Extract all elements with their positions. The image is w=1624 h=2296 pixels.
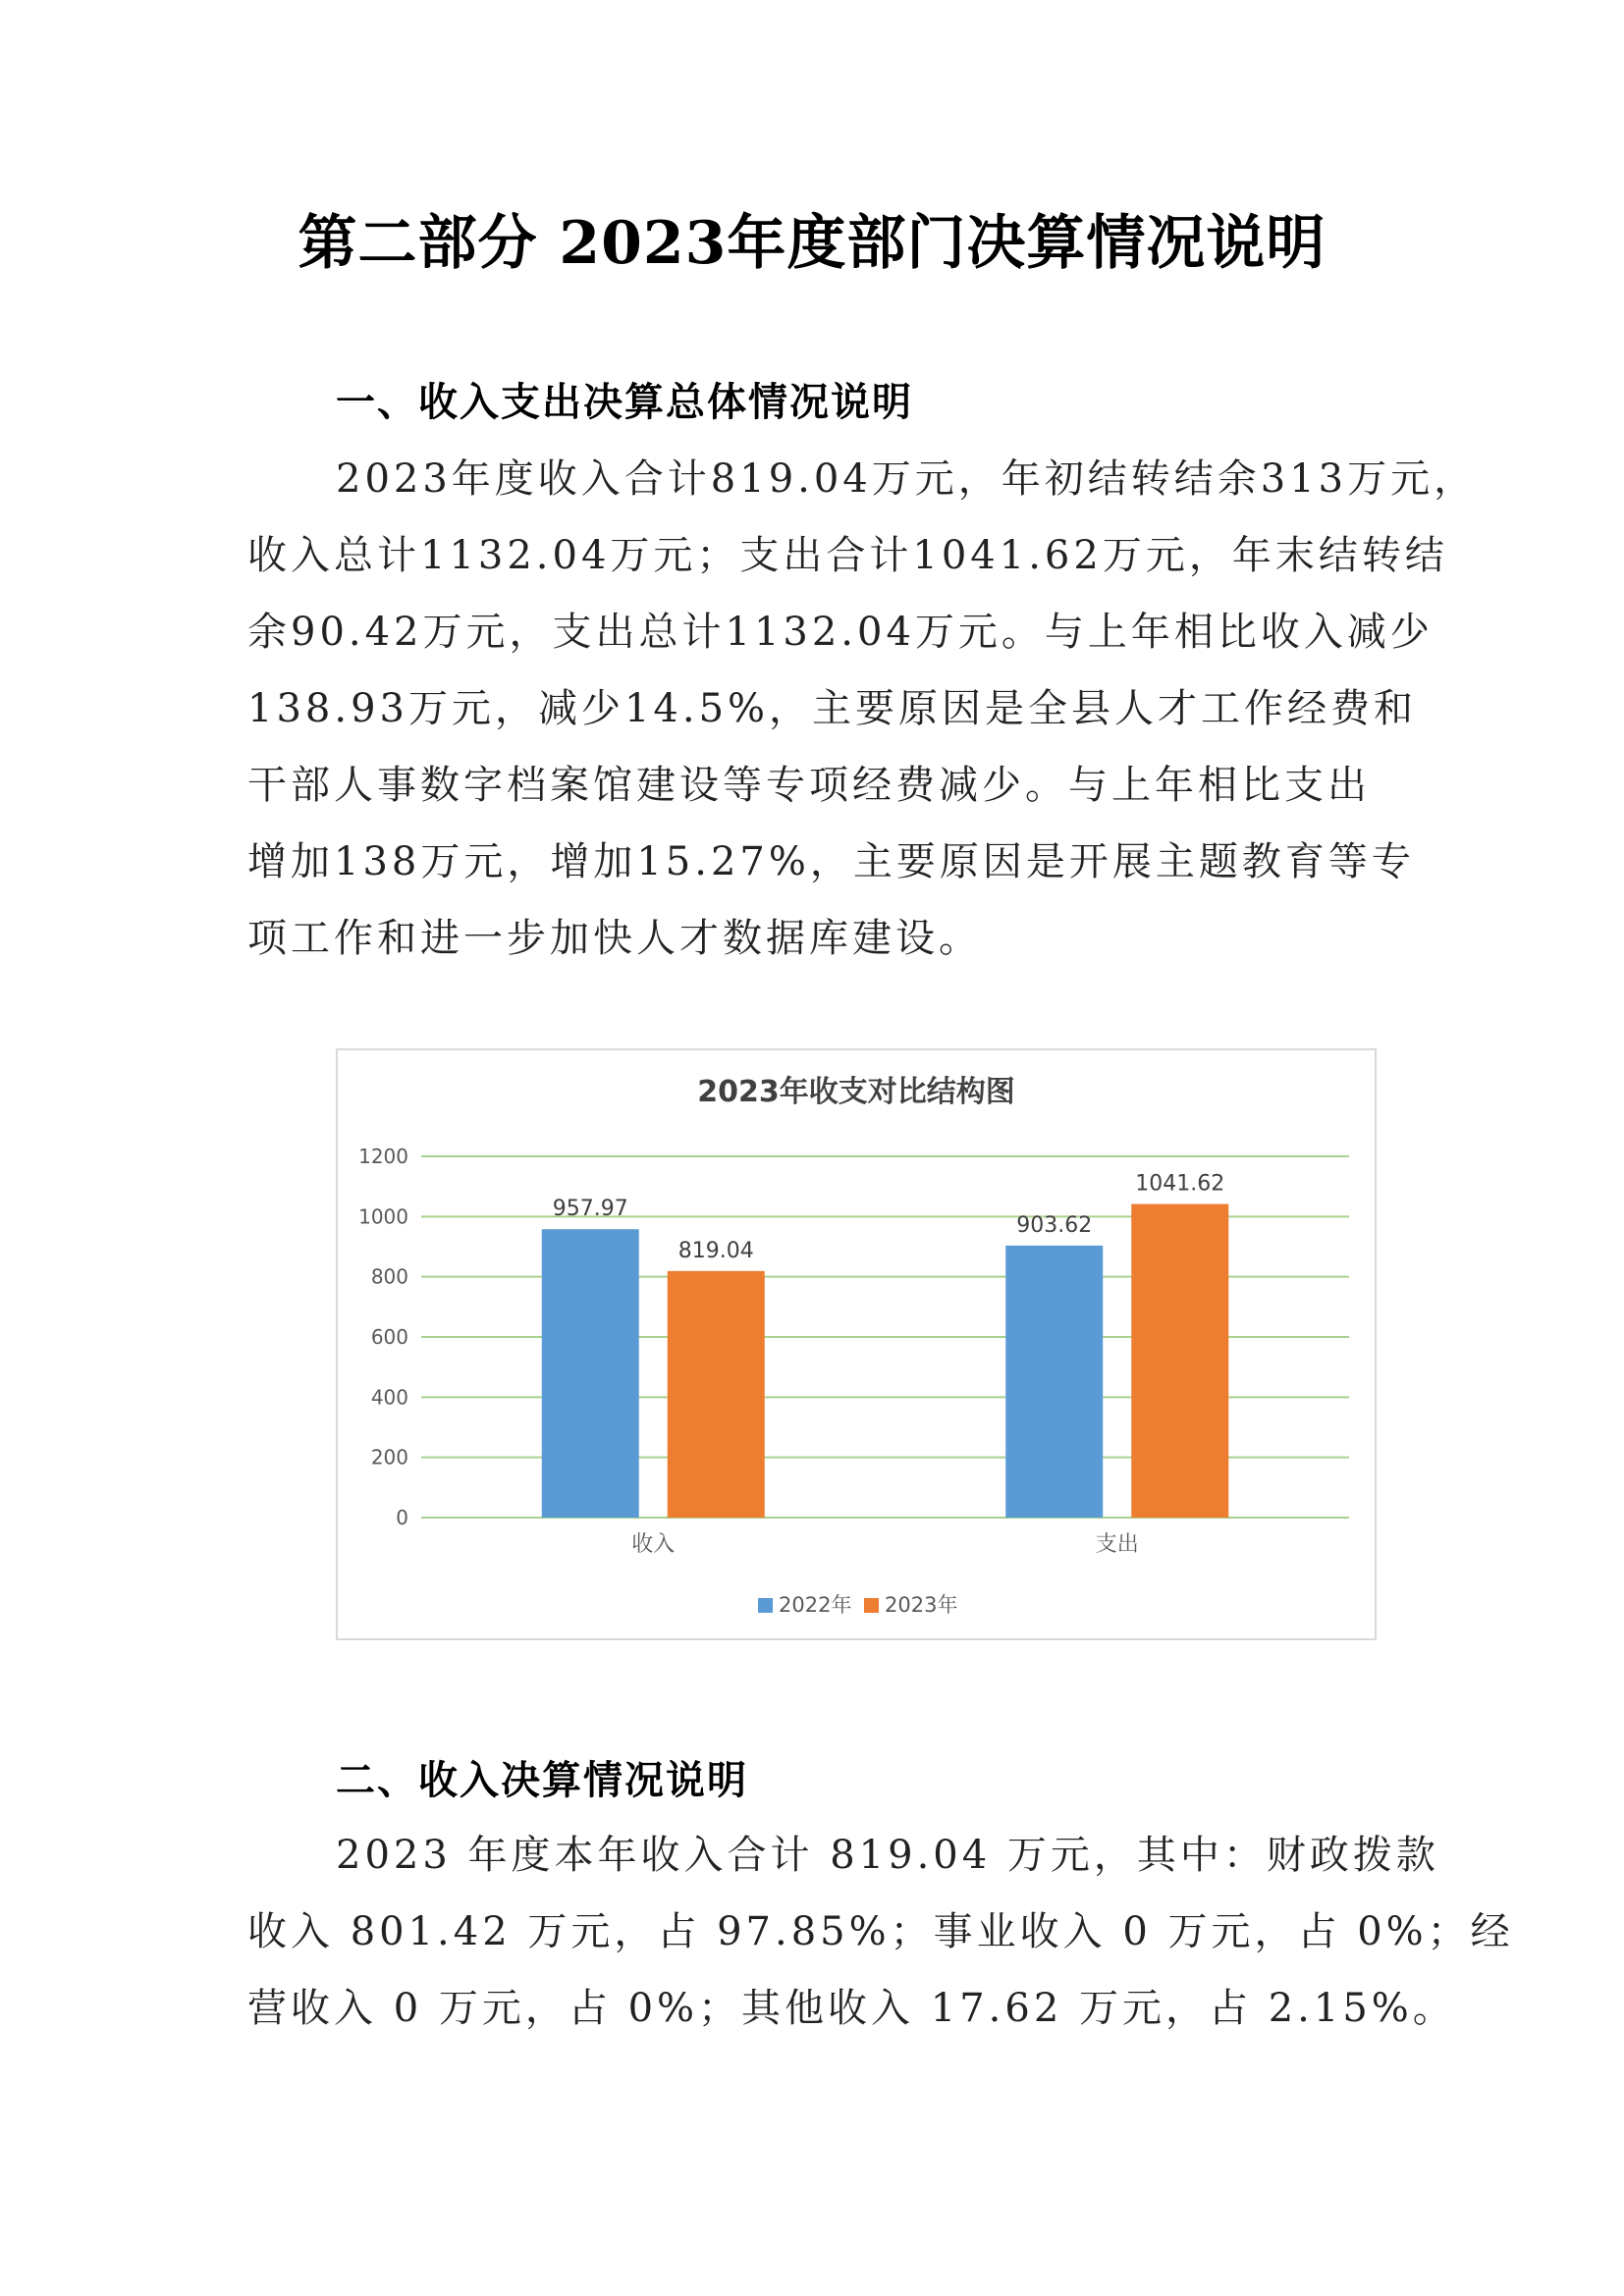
paragraph-line: 2023年度收入合计819.04万元，年初结转结余313万元， (336, 456, 1478, 502)
section-heading-overall: 一、收入支出决算总体情况说明 (336, 380, 913, 425)
legend-swatch (864, 1598, 879, 1613)
income-expense-chart (338, 1050, 1375, 1638)
x-category-label: 支出 (1095, 1532, 1139, 1557)
paragraph-income (247, 1817, 1514, 2047)
data-label: 819.04 (677, 1238, 754, 1263)
legend-swatch (758, 1598, 773, 1613)
legend-label: 2023年 (885, 1593, 958, 1617)
bar (542, 1229, 639, 1518)
paragraph-line: 138.93万元，减少14.5%，主要原因是全县人才工作经费和 (247, 686, 1418, 731)
paragraph-overall (247, 441, 1478, 977)
paragraph-line: 余90.42万元，支出总计1132.04万元。与上年相比收入减少 (247, 610, 1434, 655)
paragraph-line: 增加138万元，增加15.27%，主要原因是开展主题教育等专 (247, 839, 1415, 884)
chart-title: 2023年收支对比结构图 (697, 1075, 1015, 1109)
y-tick-label: 800 (370, 1264, 408, 1289)
y-tick-label: 0 (396, 1506, 408, 1529)
data-label: 1041.62 (1135, 1171, 1225, 1197)
bar (1131, 1204, 1228, 1518)
section-heading-income: 二、收入决算情况说明 (336, 1758, 748, 1803)
paragraph-line: 收入总计1132.04万元；支出合计1041.62万元，年末结转结 (247, 533, 1448, 578)
paragraph-line: 收入 801.42 万元，占 97.85%；事业收入 0 万元，占 0%；经 (247, 1909, 1514, 1954)
x-category-label: 收入 (631, 1532, 676, 1557)
chart-container (336, 1048, 1377, 1640)
bar (1005, 1246, 1103, 1518)
y-tick-label: 200 (370, 1445, 408, 1469)
y-tick-label: 600 (370, 1325, 408, 1349)
paragraph-line: 项工作和进一步加快人才数据库建设。 (247, 916, 982, 961)
data-label: 957.97 (552, 1197, 628, 1222)
paragraph-line: 干部人事数字档案馆建设等专项经费减少。与上年相比支出 (247, 763, 1371, 808)
paragraph-line: 营收入 0 万元，占 0%；其他收入 17.62 万元，占 2.15%。 (247, 1986, 1456, 2031)
y-tick-label: 1200 (358, 1145, 408, 1168)
bar (668, 1271, 765, 1518)
page-title: 第二部分 2023年度部门决算情况说明 (298, 209, 1326, 278)
data-label: 903.62 (1016, 1212, 1093, 1238)
y-tick-label: 1000 (358, 1204, 408, 1229)
y-tick-label: 400 (370, 1385, 408, 1410)
legend-label: 2022年 (779, 1593, 852, 1617)
paragraph-line: 2023 年度本年收入合计 819.04 万元，其中：财政拨款 (336, 1833, 1439, 1878)
